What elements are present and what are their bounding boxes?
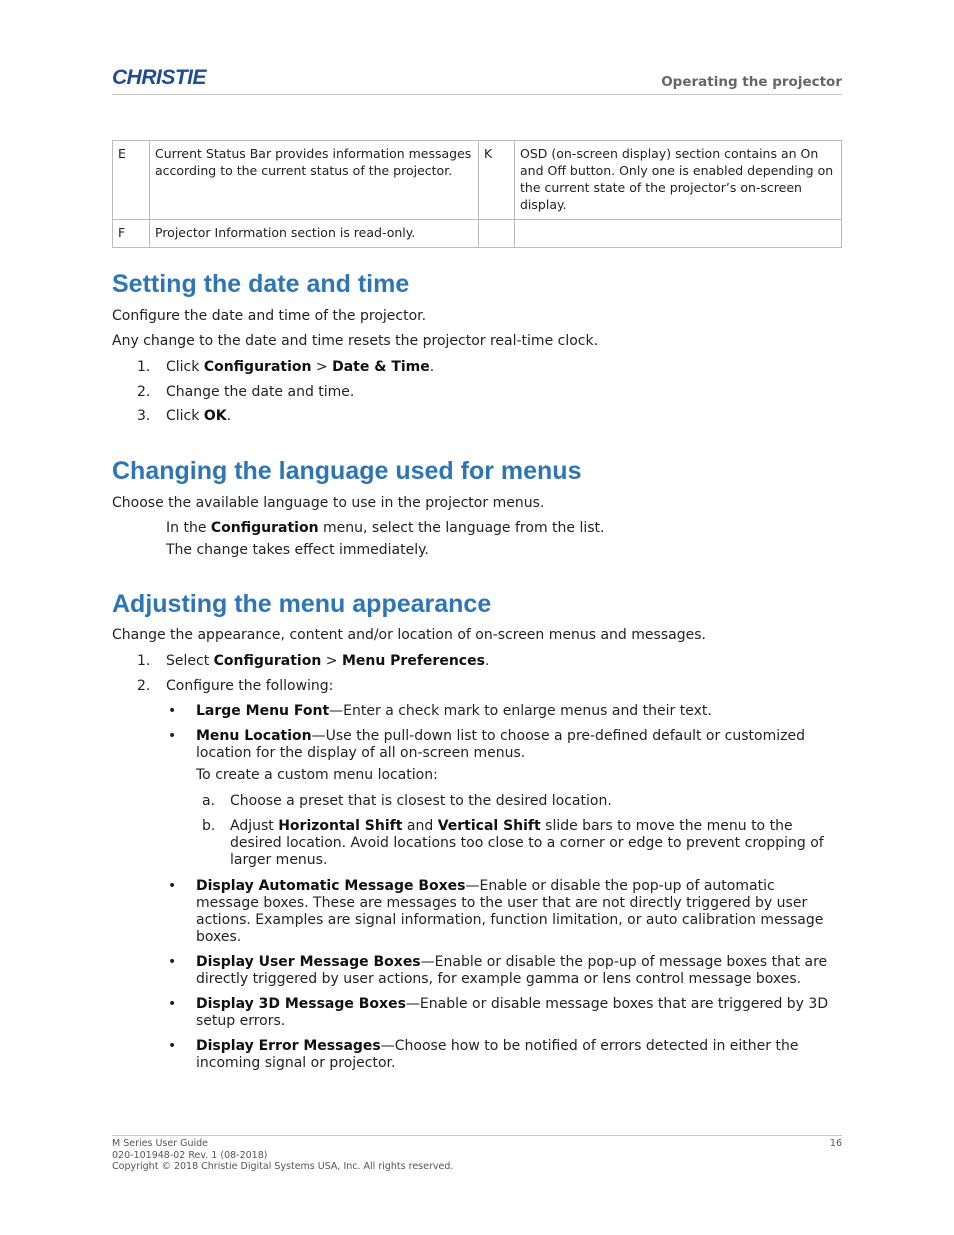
page-number: 16	[829, 1138, 842, 1149]
ui-term: Configuration	[203, 359, 312, 375]
list-item	[112, 818, 842, 869]
option-text: —Enable or disable the pop-up of automatic message boxes. These are messages to the user that are not directly triggered by user actions. Examples are signal information, function limitation, or auto calibration message boxes.	[196, 878, 824, 945]
ui-term: OK	[203, 408, 227, 424]
option-label: Large Menu Font	[196, 703, 330, 719]
option-text: —Enter a check mark to enlarge menus and their text.	[329, 703, 712, 719]
list-item	[112, 652, 842, 670]
step-text: >	[311, 359, 333, 375]
steps-list	[112, 652, 842, 695]
ui-term: Menu Preferences	[341, 653, 485, 669]
footer-divider	[112, 1135, 842, 1136]
step-text: Configure the following:	[166, 678, 334, 694]
footer-doc-number: 020-101948-02 Rev. 1 (08-2018)	[112, 1149, 268, 1161]
bullet-icon: •	[168, 954, 177, 970]
ui-term: Configuration	[213, 653, 322, 669]
option-text: —Enable or disable message boxes that are triggered by 3D setup errors.	[196, 996, 829, 1029]
options-list	[112, 703, 842, 784]
instruction-text: In the	[166, 520, 211, 536]
option-label: Display Automatic Message Boxes	[196, 878, 466, 894]
footer-guide-title: M Series User Guide	[112, 1138, 209, 1149]
step-text: .	[484, 653, 490, 669]
table-key: K	[479, 141, 515, 220]
list-item	[112, 358, 842, 376]
bullet-icon: •	[168, 878, 177, 894]
section-heading-language: Changing the language used for menus	[112, 457, 582, 485]
paragraph: Choose the available language to use in the projector menus.	[112, 495, 545, 511]
list-item	[112, 383, 842, 401]
list-item	[112, 703, 842, 720]
list-item	[112, 954, 842, 988]
instruction-result: The change takes effect immediately.	[166, 542, 429, 558]
bullet-icon: •	[168, 996, 177, 1012]
table-value: Current Status Bar provides information messages according to the current status of the projector.	[150, 141, 479, 220]
paragraph: Change the appearance, content and/or location of on-screen menus and messages.	[112, 627, 706, 643]
sub-step-letter: a.	[202, 793, 216, 809]
step-text: >	[321, 653, 342, 669]
step-number: 2.	[137, 384, 151, 400]
paragraph: Configure the date and time of the projector.	[112, 308, 427, 324]
option-label: Display 3D Message Boxes	[196, 996, 406, 1012]
footer-copyright: Copyright © 2018 Christie Digital Systems USA, Inc. All rights reserved.	[112, 1161, 454, 1172]
table-row	[113, 141, 842, 220]
option-label: Display User Message Boxes	[196, 954, 421, 970]
step-number: 1.	[137, 653, 151, 669]
list-item	[112, 793, 842, 810]
sub-step-letter: b.	[202, 818, 216, 834]
table-key	[479, 220, 515, 248]
bullet-icon: •	[168, 728, 177, 744]
steps-list	[112, 358, 842, 425]
ui-term: Horizontal Shift	[278, 818, 403, 834]
options-list	[112, 878, 842, 1072]
option-text: —Choose how to be notified of errors detected in either the incoming signal or projector.	[196, 1038, 799, 1071]
table-key: F	[113, 220, 150, 248]
bullet-icon: •	[168, 703, 177, 719]
table-value	[515, 220, 842, 248]
list-item	[112, 878, 842, 946]
main-content	[112, 268, 842, 1072]
sub-step-text: Choose a preset that is closest to the desired location.	[230, 793, 612, 809]
table-value: Projector Information section is read-only.	[150, 220, 479, 248]
ui-term: Date & Time	[332, 359, 430, 375]
section-heading-menu-appearance: Adjusting the menu appearance	[112, 590, 492, 618]
step-text: .	[429, 359, 435, 375]
sub-paragraph: To create a custom menu location:	[196, 767, 438, 783]
option-label: Display Error Messages	[196, 1038, 381, 1054]
step-number: 3.	[137, 408, 151, 424]
option-text: —Enable or disable the pop-up of message boxes that are directly triggered by user actions, for example gamma or lens control message boxes.	[196, 954, 828, 987]
step-number: 2.	[137, 678, 151, 694]
sub-step-text: slide bars to move the menu to the desired location. Avoid locations too close to a corner or edge to prevent cropping of larger menus.	[230, 818, 824, 868]
list-item	[112, 677, 842, 695]
table-value: OSD (on-screen display) section contains an On and Off button. Only one is enabled depending on the current state of the projector’s on-screen display.	[515, 141, 842, 220]
instruction	[112, 519, 842, 537]
list-item	[112, 407, 842, 425]
step-text: .	[226, 408, 232, 424]
callout-table	[112, 140, 842, 248]
bullet-icon: •	[168, 1038, 177, 1054]
list-item	[112, 1038, 842, 1072]
step-number: 1.	[137, 359, 151, 375]
section-heading-date-time: Setting the date and time	[112, 270, 410, 298]
list-item	[112, 996, 842, 1030]
step-text: Click	[166, 408, 204, 424]
step-text: Change the date and time.	[166, 384, 355, 400]
footer	[112, 1138, 453, 1173]
sub-step-text: and	[402, 818, 438, 834]
instruction-text: menu, select the language from the list.	[318, 520, 605, 536]
step-text: Click	[166, 359, 204, 375]
step-text: Select	[166, 653, 214, 669]
list-item	[112, 728, 842, 784]
header-divider	[112, 94, 842, 95]
sub-step-text: Adjust	[230, 818, 279, 834]
table-key: E	[113, 141, 150, 220]
header-section-title: Operating the projector	[661, 74, 842, 90]
option-label: Menu Location	[196, 728, 312, 744]
logo-text: CHRISTIE	[112, 66, 207, 89]
christie-logo	[112, 66, 206, 88]
paragraph: Any change to the date and time resets the projector real-time clock.	[112, 333, 599, 349]
option-text: —Use the pull-down list to choose a pre-defined default or customized location for the display of all on-screen menus.	[196, 728, 805, 761]
ui-term: Configuration	[210, 520, 319, 536]
ui-term: Vertical Shift	[437, 818, 541, 834]
table-row	[113, 220, 842, 248]
sub-steps-list	[112, 793, 842, 869]
